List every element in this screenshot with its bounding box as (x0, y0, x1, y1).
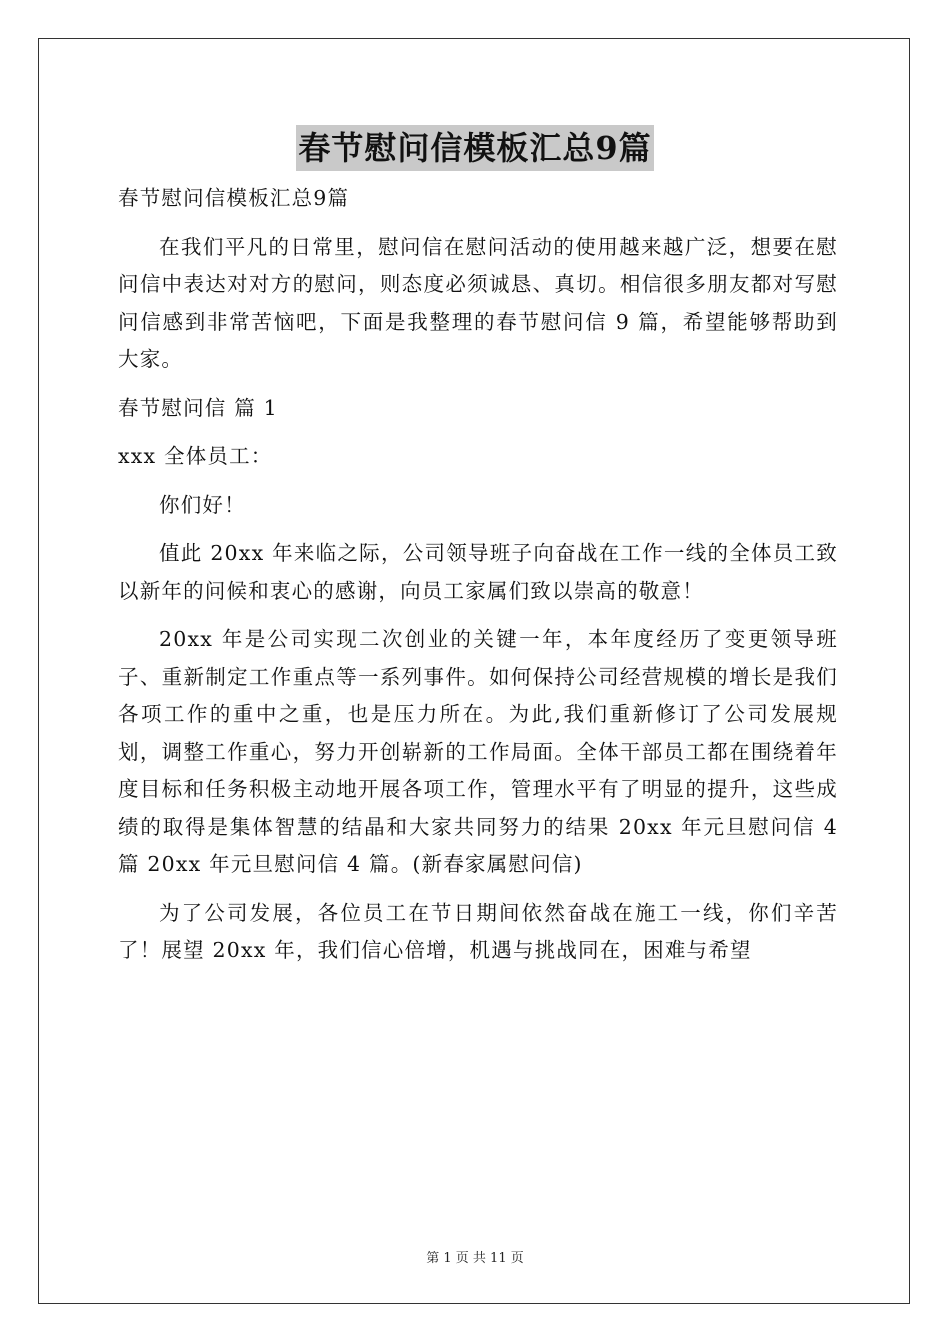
document-title: 春节慰问信模板汇总9篇 (296, 125, 653, 171)
paragraph: 在我们平凡的日常里，慰问信在慰问活动的使用越来越广泛，想要在慰问信中表达对对方的慰问，则态度必须诚恳、真切。相信很多朋友都对写慰问信感到非常苦恼吧，下面是我整理的春节慰问信 9 篇，希望能够帮助到大家。 (118, 234, 838, 371)
paragraph: 春节慰问信模板汇总9篇 (118, 186, 350, 210)
salutation: xxx 全体员工： (118, 444, 273, 468)
section-heading: 春节慰问信 篇 1 (118, 395, 278, 420)
paragraph: 为了公司发展，各位员工在节日期间依然奋战在施工一线，你们辛苦了！展望 20xx 年，我们信心倍增，机遇与挑战同在，困难与希望 (118, 900, 838, 962)
page-footer: 第 1 页 共 11 页 (426, 1251, 524, 1266)
title-wrap (0, 125, 950, 171)
document-body (118, 180, 838, 981)
paragraph: 值此 20xx 年来临之际，公司领导班子向奋战在工作一线的全体员工致以新年的问候和衷心的感谢，向员工家属们致以崇高的敬意！ (118, 541, 838, 603)
greeting: 你们好！ (159, 492, 246, 517)
paragraph: 20xx 年是公司实现二次创业的关键一年，本年度经历了变更领导班子、重新制定工作重点等一系列事件。如何保持公司经营规模的增长是我们各项工作的重中之重，也是压力所在。为此,我们重新修订了公司发展规划，调整工作重心，努力开创崭新的工作局面。全体干部员工都在围绕着年度目标和任务积极主动地开展各项工作，管理水平有了明显的提升，这些成绩的取得是集体智慧的结晶和大家共同努力的结果 20xx 年元旦慰问信 4 篇 20xx 年元旦慰问信 4 篇。(新春家属慰问信) (118, 627, 838, 876)
